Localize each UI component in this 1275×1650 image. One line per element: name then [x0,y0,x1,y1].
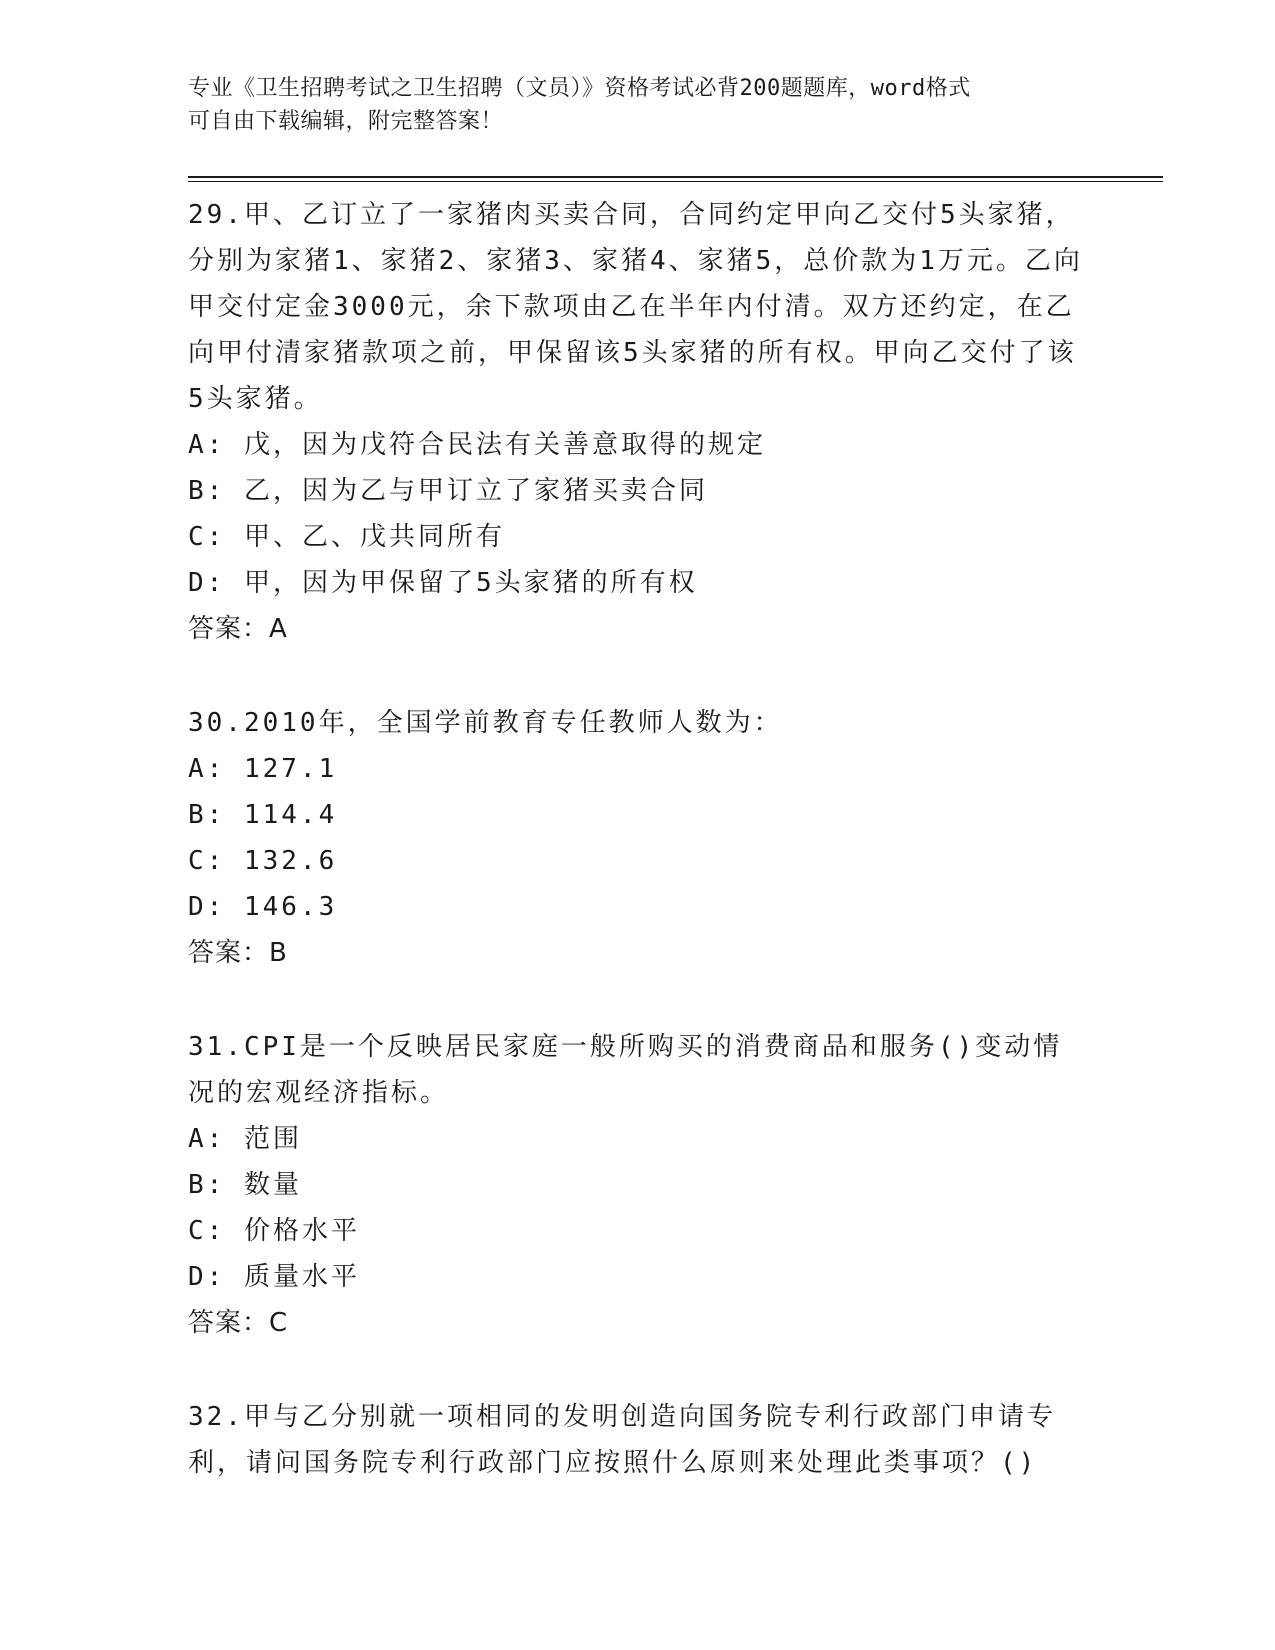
answer-label: 答案：A [188,614,288,644]
header-line-1: 专业《卫生招聘考试之卫生招聘（文员）》资格考试必背200题题库，word格式 [188,76,971,101]
header-divider [188,176,1163,182]
option-c: C: 价格水平 [188,1216,360,1246]
option-a: A: 范围 [188,1124,302,1154]
option-c: C: 甲、乙、戊共同所有 [188,522,505,552]
question-stem: 29.甲、乙订立了一家猪肉买卖合同，合同约定甲向乙交付5头家猪，分别为家猪1、家猪2、家猪3、家猪4、家猪5，总价款为1万元。乙向甲交付定金3000元，余下款项由乙在半年内付清。双方还约定，在乙向甲付清家猪款项之前，甲保留该5头家猪的所有权。甲向乙交付了该5头家猪。 [188,200,1083,414]
option-b: B: 数量 [188,1170,302,1200]
question-stem: 30.2010年，全国学前教育专任教师人数为： [188,708,783,738]
answer-label: 答案：C [188,1308,289,1338]
option-b: B: 乙，因为乙与甲订立了家猪买卖合同 [188,476,708,506]
question-stem: 32.甲与乙分别就一项相同的发明创造向国务院专利行政部门申请专利，请问国务院专利行政部门应按照什么原则来处理此类事项？() [188,1402,1056,1478]
document-header [188,72,1088,138]
option-d: D: 甲，因为甲保留了5头家猪的所有权 [188,568,698,598]
question-29 [188,192,1088,652]
question-stem: 31.CPI是一个反映居民家庭一般所购买的消费商品和服务()变动情况的宏观经济指标。 [188,1032,1063,1108]
option-a: A: 戊，因为戊符合民法有关善意取得的规定 [188,430,766,460]
question-list [188,192,1088,1534]
option-d: D: 质量水平 [188,1262,360,1292]
header-line-2: 可自由下载编辑，附完整答案！ [188,109,504,134]
question-32 [188,1394,1088,1486]
question-30 [188,700,1088,976]
answer-label: 答案：B [188,938,288,968]
option-c: C: 132.6 [188,846,338,876]
option-b: B: 114.4 [188,800,338,830]
option-a: A: 127.1 [188,754,338,784]
question-31 [188,1024,1088,1346]
option-d: D: 146.3 [188,892,338,922]
